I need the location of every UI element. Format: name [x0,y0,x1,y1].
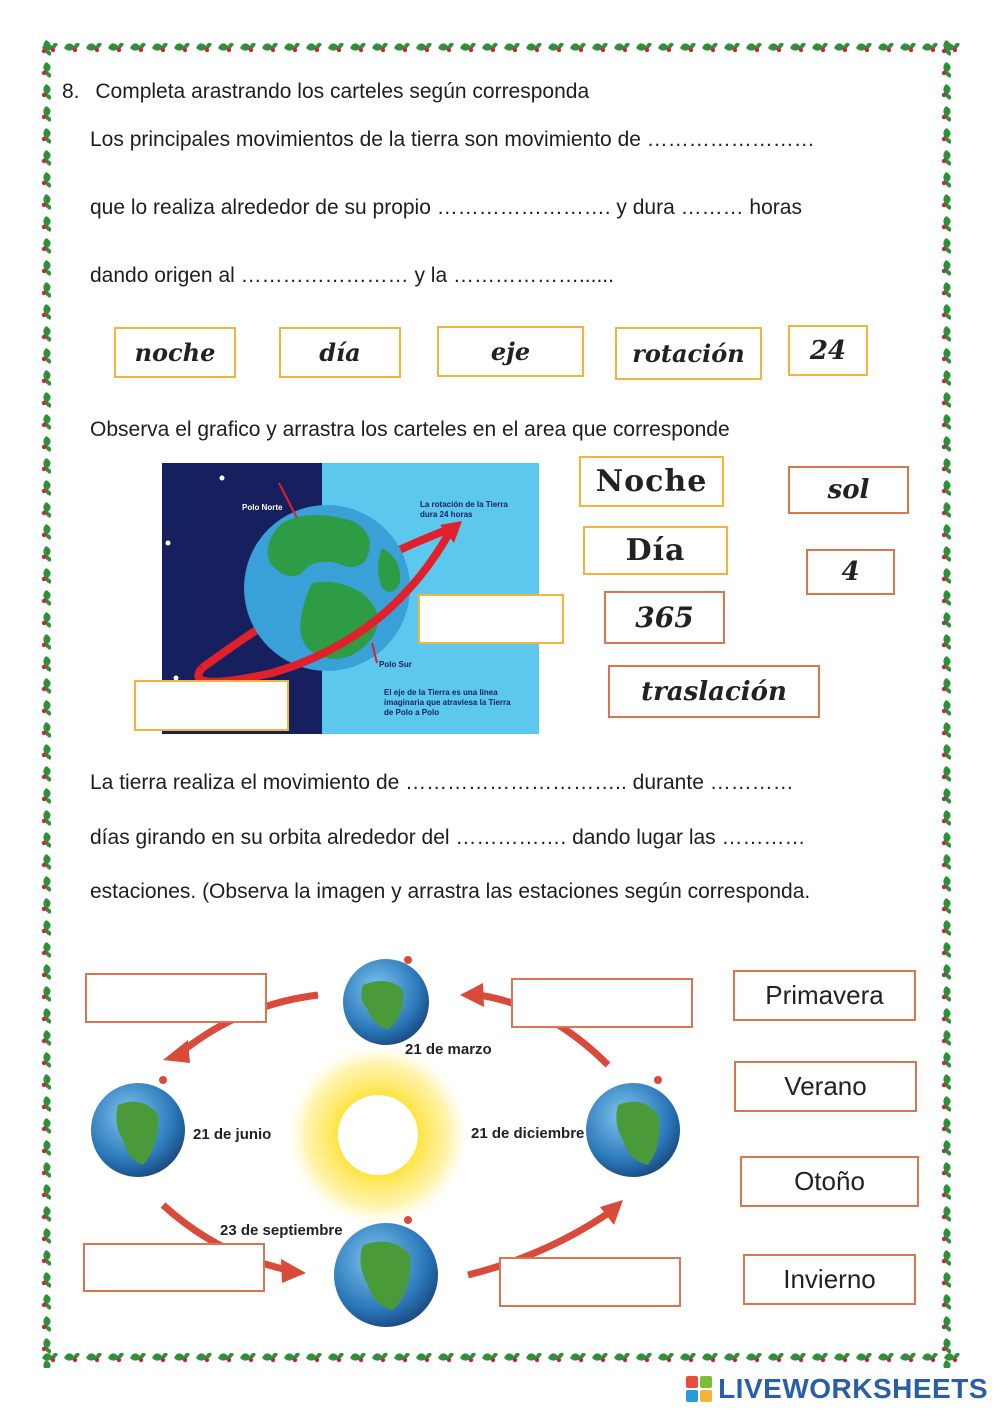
label-21-diciembre: 21 de diciembre [471,1125,585,1142]
drop-zone-season-top-left[interactable] [85,973,267,1023]
drop-zone-rotation-right[interactable] [418,594,564,644]
tag-sol[interactable]: sol [788,466,909,514]
tag-eje[interactable]: eje [437,326,584,377]
holly-border-top [40,38,962,58]
rotation-caption-1: La rotación de la Tierra [420,500,508,509]
exercise-line-1: Los principales movimientos de la tierra son movimiento de …………………… [90,128,815,151]
drop-zone-season-top-right[interactable] [511,978,693,1028]
holly-border-bottom [40,1348,962,1368]
rotation-caption-2: dura 24 horas [420,510,473,519]
tag-24[interactable]: 24 [788,325,868,376]
label-21-junio: 21 de junio [193,1126,272,1143]
tag-otono[interactable]: Otoño [740,1156,919,1207]
liveworksheets-logo [686,1373,988,1405]
exercise-line-2: que lo realiza alrededor de su propio ……………………. y dura ……… horas [90,196,802,219]
label-polo-norte: Polo Norte [242,503,283,512]
axis-caption-3: de Polo a Polo [384,708,440,717]
label-polo-sur: Polo Sur [379,660,412,669]
translation-line-3: estaciones. (Observa la imagen y arrastra las estaciones según corresponda. [90,880,811,903]
axis-caption-2: imaginaria que atraviesa la Tierra [384,698,511,707]
tag-4[interactable]: 4 [806,549,895,595]
translation-line-2: días girando en su orbita alrededor del ……………. dando lugar las ………… [90,826,806,849]
tag-invierno[interactable]: Invierno [743,1254,916,1305]
tag-noche[interactable]: noche [114,327,236,378]
drop-zone-season-bottom-right[interactable] [499,1257,681,1307]
tag-noche-big[interactable]: Noche [579,456,724,507]
holly-border-right [938,38,958,1368]
tag-365[interactable]: 365 [604,591,725,644]
tag-traslacion[interactable]: traslación [608,665,820,718]
exercise-heading [62,80,589,104]
axis-caption-1: El eje de la Tierra es una línea [384,688,498,697]
label-23-septiembre: 23 de septiembre [220,1222,343,1239]
exercise-line-3: dando origen al …………………… y la ………………...... [90,264,614,287]
drop-zone-season-bottom-left[interactable] [83,1243,265,1292]
holly-border-left [38,38,58,1368]
exercise-instruction: Completa arastrando los carteles según corresponda [95,80,590,103]
liveworksheets-text: LIVEWORKSHEETS [718,1373,988,1404]
drop-zone-rotation-left[interactable] [134,680,289,731]
tag-dia-big[interactable]: Día [583,526,728,575]
label-21-marzo: 21 de marzo [405,1041,492,1058]
observe-instruction: Observa el grafico y arrastra los carteles en el area que corresponde [90,418,730,441]
tag-primavera[interactable]: Primavera [733,970,916,1021]
tag-verano[interactable]: Verano [734,1061,917,1112]
translation-line-1: La tierra realiza el movimiento de ………………………….. durante ………… [90,771,794,794]
tag-dia[interactable]: día [279,327,401,378]
tag-rotacion[interactable]: rotación [615,327,762,380]
liveworksheets-icon [686,1376,712,1402]
exercise-number: 8. [62,80,80,103]
